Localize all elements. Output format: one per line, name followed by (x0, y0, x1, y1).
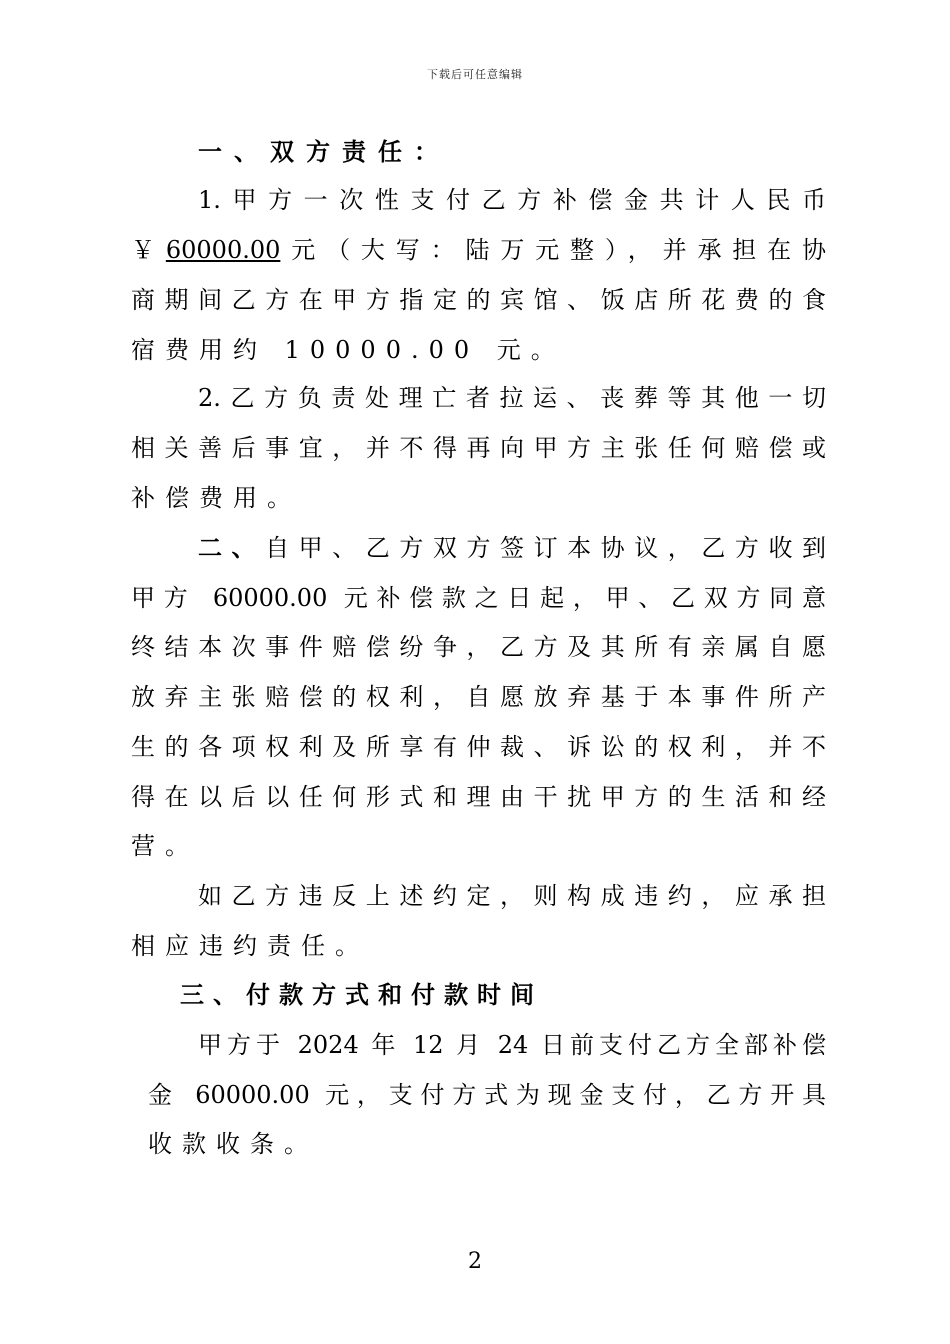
section2-breach-line2: 相应违约责任。 (131, 932, 369, 960)
section2-line2: 甲方 60000.00 元补偿款之日起，甲、乙双方同意 (131, 584, 826, 612)
section1-item2-line3: 补偿费用。 (131, 484, 301, 512)
section1-item2-line1: 2.乙方负责处理亡者拉运、丧葬等其他一切 (198, 384, 826, 412)
section1-item1-line4: 宿费用约 10000.00 元。 (131, 336, 565, 364)
page-header: 下载后可任意编辑 (427, 68, 523, 81)
section3-line2: 金 60000.00 元，支付方式为现金支付，乙方开具 (148, 1081, 826, 1109)
section1-item2-line2: 相关善后事宜，并不得再向甲方主张任何赔偿或 (131, 434, 826, 462)
section1-item1-line3: 商期间乙方在甲方指定的宾馆、饭店所花费的食 (131, 286, 826, 314)
section1-item1-line2 (131, 235, 826, 265)
section1-heading: 一、双方责任： (198, 138, 450, 166)
section1-item1-line1: 1.甲方一次性支付乙方补偿金共计人民币 (198, 186, 826, 214)
section1-item1-line2-rest: 元（大写：陆万元整），并承担在协 (280, 236, 826, 264)
section2-line7: 营。 (131, 832, 199, 860)
page-number: 2 (468, 1249, 482, 1274)
compensation-amount: 60000.00 (165, 236, 281, 264)
section2-breach-line1: 如乙方违反上述约定，则构成违约，应承担 (198, 882, 826, 910)
section2-line4: 放弃主张赔偿的权利，自愿放弃基于本事件所产 (131, 683, 826, 711)
section3-line3: 收款收条。 (148, 1130, 318, 1158)
section2-line6: 得在以后以任何形式和理由干扰甲方的生活和经 (131, 783, 826, 811)
section2-line1 (198, 533, 826, 563)
section2-line1-text: 自甲、乙方双方签订本协议，乙方收到 (265, 534, 826, 562)
section2-prefix: 二、 (198, 534, 266, 562)
section2-line3: 终结本次事件赔偿纷争，乙方及其所有亲属自愿 (131, 633, 826, 661)
section3-heading: 三、付款方式和付款时间 (180, 981, 543, 1009)
currency-symbol: ￥ (131, 236, 166, 264)
section2-line5: 生的各项权利及所享有仲裁、诉讼的权利，并不 (131, 733, 826, 761)
section3-line1: 甲方于 2024 年 12 月 24 日前支付乙方全部补偿 (198, 1031, 826, 1059)
